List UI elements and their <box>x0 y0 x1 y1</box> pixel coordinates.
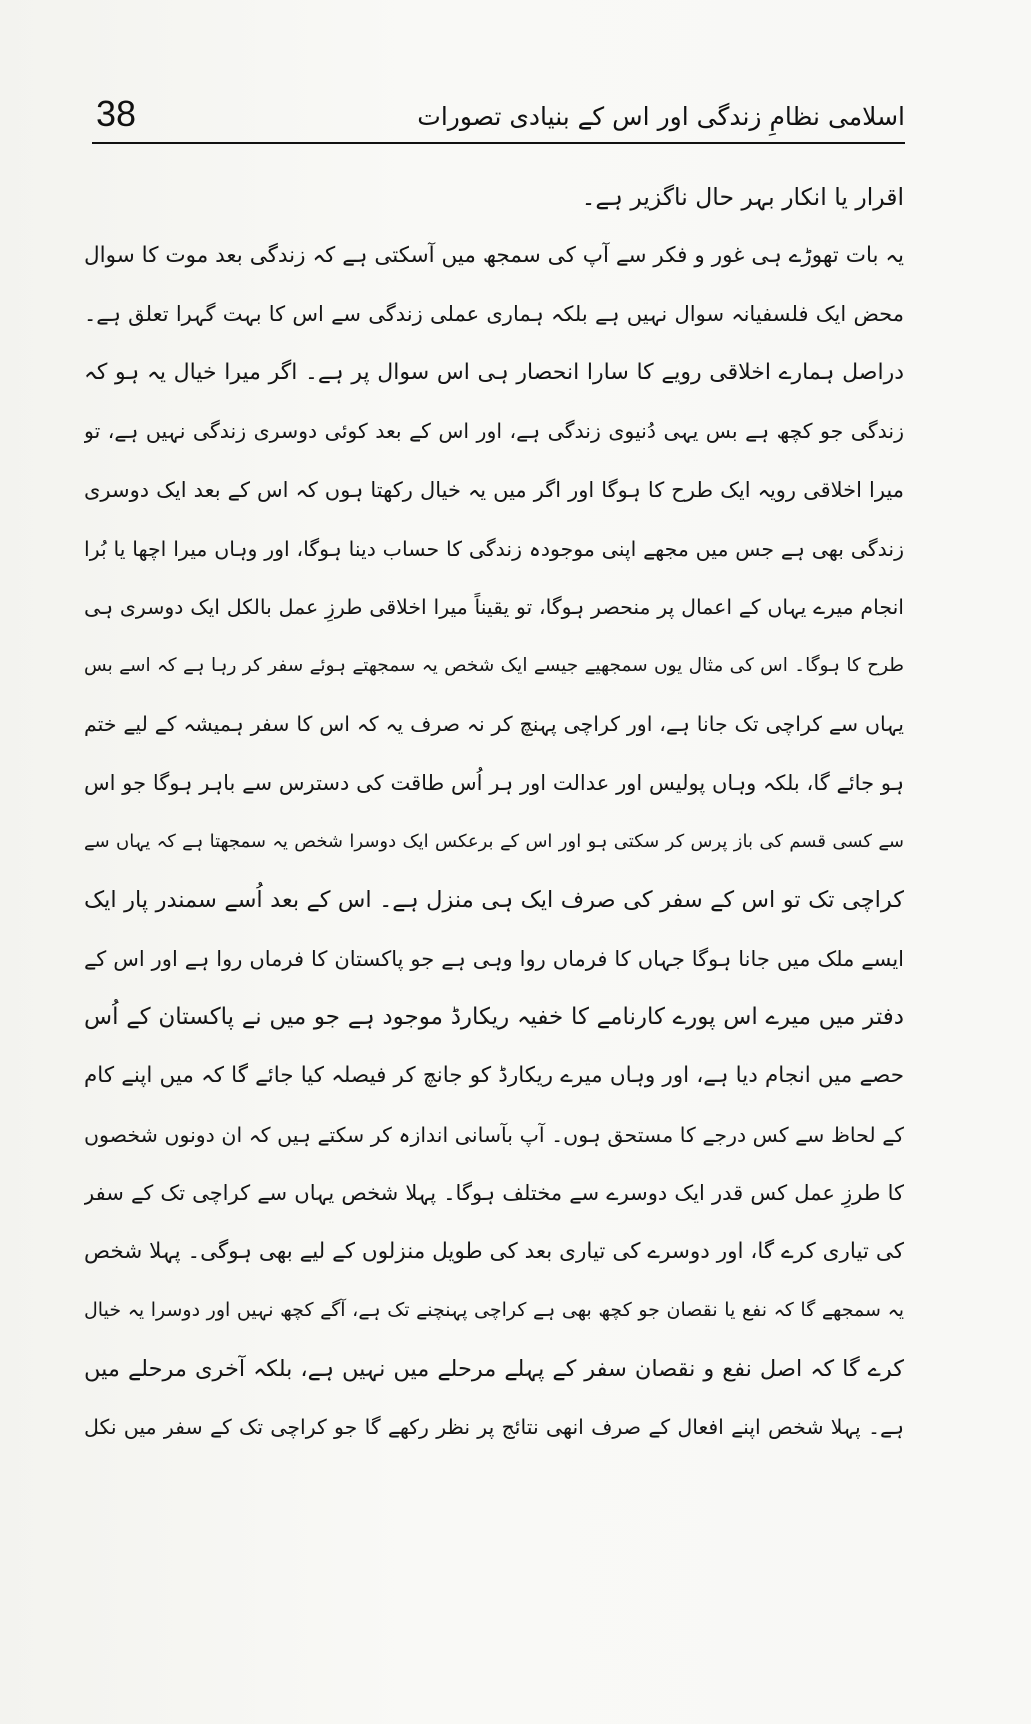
text-line: یہاں سے کراچی تک جانا ہے، اور کراچی پہنچ کر نہ صرف یہ کہ اس کا سفر ہمیشہ کے لیے ختم <box>84 712 904 737</box>
text-line: ایسے ملک میں جانا ہوگا جہاں کا فرماں روا وہی ہے جو پاکستان کا فرماں روا ہے اور اس کے <box>84 946 904 971</box>
text-line: دراصل ہمارے اخلاقی رویے کا سارا انحصار ہی اس سوال پر ہے۔ اگر میرا خیال یہ ہو کہ <box>84 359 904 385</box>
text-line: کے لحاظ سے کس درجے کا مستحق ہوں۔ آپ بآسانی اندازہ کر سکتے ہیں کہ ان دونوں شخصوں <box>84 1122 904 1147</box>
running-title: اسلامی نظامِ زندگی اور اس کے بنیادی تصورات <box>417 102 905 131</box>
text-line: کرے گا کہ اصل نفع و نقصان سفر کے پہلے مرحلے میں نہیں ہے، بلکہ آخری مرحلے میں <box>84 1355 904 1382</box>
text-line: ہو جائے گا، بلکہ وہاں پولیس اور عدالت اور ہر اُس طاقت کی دسترس سے باہر ہوگا جو اس <box>84 770 904 795</box>
text-line: اقرار یا انکار بہر حال ناگزیر ہے۔ <box>581 183 904 211</box>
text-line: کی تیاری کرے گا، اور دوسرے کی تیاری بعد کی طویل منزلوں کے لیے بھی ہوگی۔ پہلا شخص <box>84 1238 904 1264</box>
body-text <box>84 168 904 1457</box>
text-line: سے کسی قسم کی باز پرس کر سکتی ہو اور اس کے برعکس ایک دوسرا شخص یہ سمجھتا ہے کہ یہاں سے <box>84 830 904 852</box>
text-line: یہ بات تھوڑے ہی غور و فکر سے آپ کی سمجھ میں آسکتی ہے کہ زندگی بعد موت کا سوال <box>84 242 904 268</box>
text-line: زندگی بھی ہے جس میں مجھے اپنی موجودہ زندگی کا حساب دینا ہوگا، اور وہاں میرا اچھا یا بُرا <box>84 536 904 561</box>
text-line: محض ایک فلسفیانہ سوال نہیں ہے بلکہ ہماری عملی زندگی سے اس کا بہت گہرا تعلق ہے۔ <box>84 302 904 327</box>
text-line: ہے۔ پہلا شخص اپنے افعال کے صرف انھی نتائج پر نظر رکھے گا جو کراچی تک کے سفر میں نکل <box>84 1415 904 1440</box>
text-line: حصے میں انجام دیا ہے، اور وہاں میرے ریکارڈ کو جانچ کر فیصلہ کیا جائے گا کہ میں اپنے کام <box>84 1062 904 1088</box>
text-line: یہ سمجھے گا کہ نفع یا نقصان جو کچھ بھی ہے کراچی پہنچنے تک ہے، آگے کچھ نہیں اور دوسرا یہ خیال <box>84 1299 904 1322</box>
text-line: طرح کا ہوگا۔ اس کی مثال یوں سمجھیے جیسے ایک شخص یہ سمجھتے ہوئے سفر کر رہا ہے کہ اسے بس <box>84 654 904 676</box>
text-line: دفتر میں میرے اس پورے کارنامے کا خفیہ ریکارڈ موجود ہے جو میں نے پاکستان کے اُس <box>84 1004 904 1031</box>
text-line: کراچی تک تو اس کے سفر کی صرف ایک ہی منزل ہے۔ اس کے بعد اُسے سمندر پار ایک <box>84 887 904 914</box>
text-line: انجام میرے یہاں کے اعمال پر منحصر ہوگا، تو یقیناً میرا اخلاقی طرزِ عمل بالکل ایک دوسری ہی <box>84 595 904 620</box>
header-rule <box>92 142 905 144</box>
text-line: کا طرزِ عمل کس قدر ایک دوسرے سے مختلف ہوگا۔ پہلا شخص یہاں سے کراچی تک کے سفر <box>84 1181 904 1206</box>
page-number: 38 <box>96 93 137 134</box>
text-line: زندگی جو کچھ ہے بس یہی دُنیوی زندگی ہے، اور اس کے بعد کوئی دوسری زندگی نہیں ہے، تو <box>84 419 904 444</box>
text-line: میرا اخلاقی رویہ ایک طرح کا ہوگا اور اگر میں یہ خیال رکھتا ہوں کہ اس کے بعد ایک دوسری <box>84 477 904 502</box>
